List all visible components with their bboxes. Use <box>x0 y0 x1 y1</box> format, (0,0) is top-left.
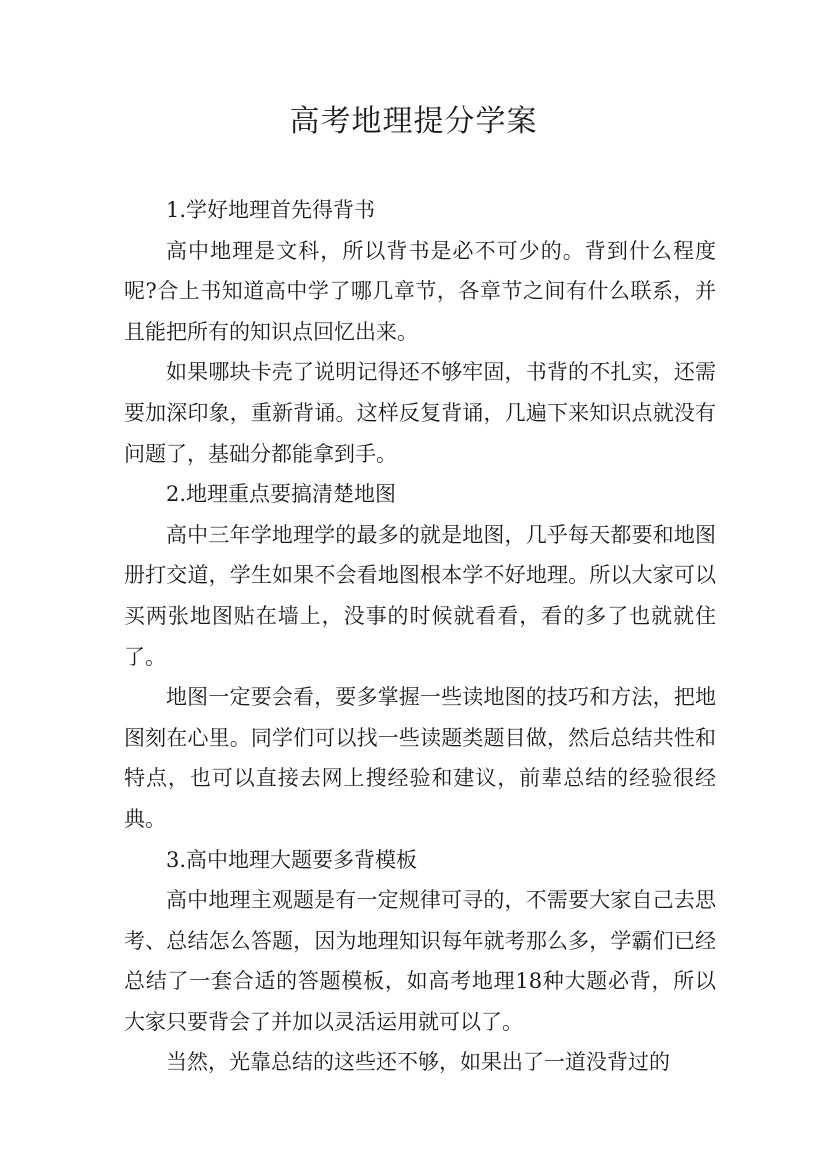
section-heading-3: 3.高中地理大题要多背模板 <box>166 847 418 872</box>
paragraph-2: 如果哪块卡壳了说明记得还不够牢固，书背的不扎实，还需要加深印象，重新背诵。这样反复背诵，几遍下来知识点就没有问题了，基础分都能拿到手。 <box>124 360 716 466</box>
paragraph-6: 当然，光靠总结的这些还不够，如果出了一道没背过的 <box>166 1050 670 1075</box>
section-heading-2: 2.地理重点要搞清楚地图 <box>166 482 397 507</box>
paragraph-3: 高中三年学地理学的最多的就是地图，几乎每天都要和地图册打交道，学生如果不会看地图根本学不好地理。所以大家可以买两张地图贴在墙上，没事的时候就看看，看的多了也就就住了。 <box>124 522 716 669</box>
paragraph-4: 地图一定要会看，要多掌握一些读地图的技巧和方法，把地图刻在心里。同学们可以找一些读题类题目做，然后总结共性和特点，也可以直接去网上搜经验和建议，前辈总结的经验很经典。 <box>124 685 716 831</box>
document-title: 高考地理提分学案 <box>289 104 538 139</box>
section-heading-1: 1.学好地理首先得背书 <box>166 198 376 222</box>
paragraph-1: 高中地理是文科，所以背书是必不可少的。背到什么程度呢?合上书知道高中学了哪几章节，各章节之间有什么联系，并且能把所有的知识点回忆出来。 <box>124 238 716 344</box>
paragraph-5: 高中地理主观题是有一定规律可寻的，不需要大家自己去思考、总结怎么答题，因为地理知识每年就考那么多，学霸们已经总结了一套合适的答题模板，如高考地理18种大题必背，所以大家只要背会了并加以灵活运用就可以了。 <box>124 888 716 1034</box>
document-body <box>124 190 716 1083</box>
